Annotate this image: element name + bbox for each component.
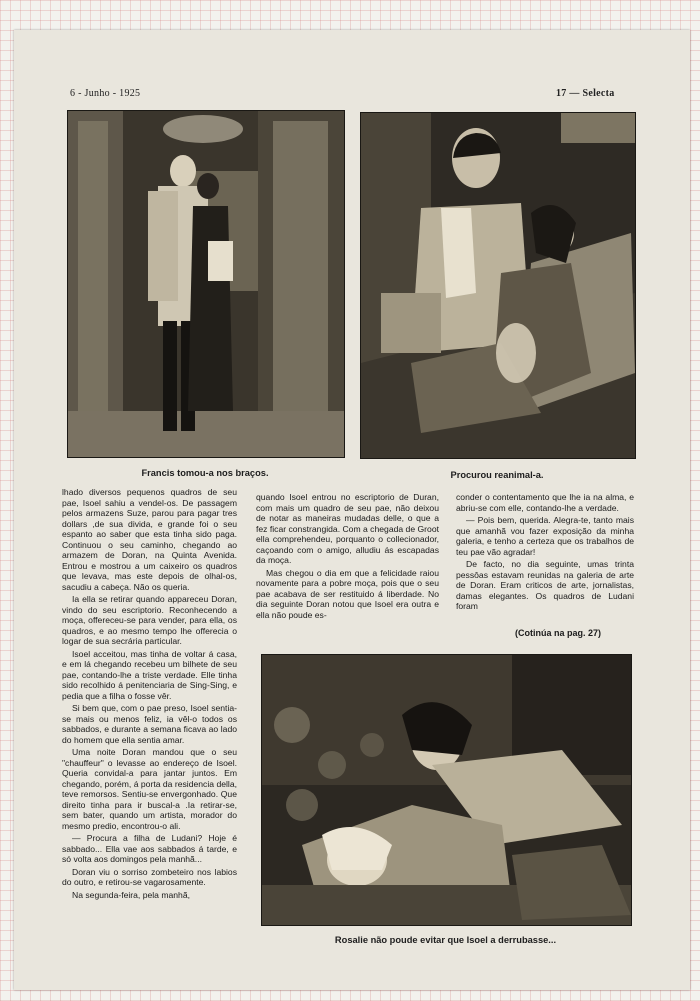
photo-rosalie-struggle xyxy=(261,654,632,926)
article-column-1 xyxy=(62,487,237,902)
article-column-3 xyxy=(456,492,634,614)
col2-paragraph: quando Isoel entrou no escriptorio de Duran, com mais um quadro de seu pae, não deixou de notar as maneiras mudadas delle, o que a fez ficar constrangida. Com a chegada de Groot ella comprehendeu, porquanto o collecionador, caçoando com o amigo, alludiu ás escapadas da moça. xyxy=(256,492,439,565)
col2-paragraph: Mas chegou o dia em que a felicidade raiou novamente para a pobre moça, pois que o seu pae acabava de ser restituido á liberdade. No dia seguinte Doran notou que Isoel era outra e ella não poude es- xyxy=(256,567,439,620)
continued-note: (Cotinúa na pag. 27) xyxy=(515,628,602,638)
caption-bottom: Rosalie não poude evitar que Isoel a derrubasse... xyxy=(334,935,557,945)
col1-paragraph: Doran viu o sorriso zombeteiro nos labios do outro, e retirou-se vagarosamente. xyxy=(62,866,237,887)
photo-francis-embrace xyxy=(67,110,345,458)
article-column-2 xyxy=(256,492,439,622)
col3-paragraph: conder o contentamento que lhe ia na alma, e abriu-se com elle, contando-lhe a verdade. xyxy=(456,492,634,513)
page-number-masthead: 17 — Selecta xyxy=(556,88,615,99)
col3-paragraph: — Pois bem, querida. Alegra-te, tanto mais que amanhã vou fazer exposição da minha galeria, e tenho a certeza que os trabalhos de teu pae vão agradar! xyxy=(456,515,634,557)
issue-date: 6 - Junho - 1925 xyxy=(70,88,141,99)
col1-paragraph: — Procura a filha de Ludani? Hoje é sabbado... Ella vae aos sabbados á tarde, e só volta aos domingos pela manhã... xyxy=(62,833,237,864)
caption-top-left: Francis tomou-a nos braços. xyxy=(141,468,269,478)
col1-paragraph: Na segunda-feira, pela manhã, xyxy=(72,889,191,900)
col3-paragraph: De facto, no dia seguinte, umas trinta pessôas estavam reunidas na galeria de arte de Doran. Eram criticos de arte, jornalistas, damas elegantes. Os quadros de Ludani foram xyxy=(456,559,634,611)
col1-paragraph: Si bem que, com o pae preso, Isoel sentia-se mais ou menos feliz, ia vêl-o todos os sabbados, e durante a semana ficava ao lado do homem que ella sentia amar. xyxy=(62,703,237,745)
col1-paragraph: lhado diversos pequenos quadros de seu pae, Isoel sahiu a vendel-os. De passagem pelos armazens Suze, parou para pagar tres dollars ,de sua divida, e grande foi o seu espanto ao saber que esta tinha sido paga. Continuou o seu caminho, chegando ao armazem de Doran, na Quinta Avenida. Entrou e mostrou a um caixeiro os quadros que levava, mas este depois de olhal-os, sacudiu a cabeça. Não os queria. xyxy=(62,487,237,592)
col1-paragraph: Uma noite Doran mandou que o seu "chauffeur" o levasse ao endereço de Isoel. Queria convidal-a para jantar juntos. Em chegando, porém, á porta da residencia della, teve remorsos. Sentiu-se envergonhado. Que direito tinha para ir buscal-a .Ia retirar-se, sem bater, quando um artista, morador do mesmo predio, encontrou-o ali. xyxy=(62,747,237,831)
col1-paragraph: Isoel acceitou, mas tinha de voltar á casa, e em lá chegando recebeu um bilhete de seu pae, contando-lhe a triste verdade. Elle tinha sido recolhido á penitenciaria de Sing-Sing, e pedia que a filha o fosse vêr. xyxy=(62,648,237,701)
photo-revive-scene xyxy=(360,112,636,459)
col1-paragraph: Ia ella se retirar quando appareceu Doran, vindo do seu escriptorio. Reconhecendo a moça, offereceu-se para vender, para ella, os quadros, e ao mesmo tempo lhe offerecia o logar de sua secrária particular. xyxy=(62,594,237,646)
caption-top-right: Procurou reanimal-a. xyxy=(450,470,544,480)
